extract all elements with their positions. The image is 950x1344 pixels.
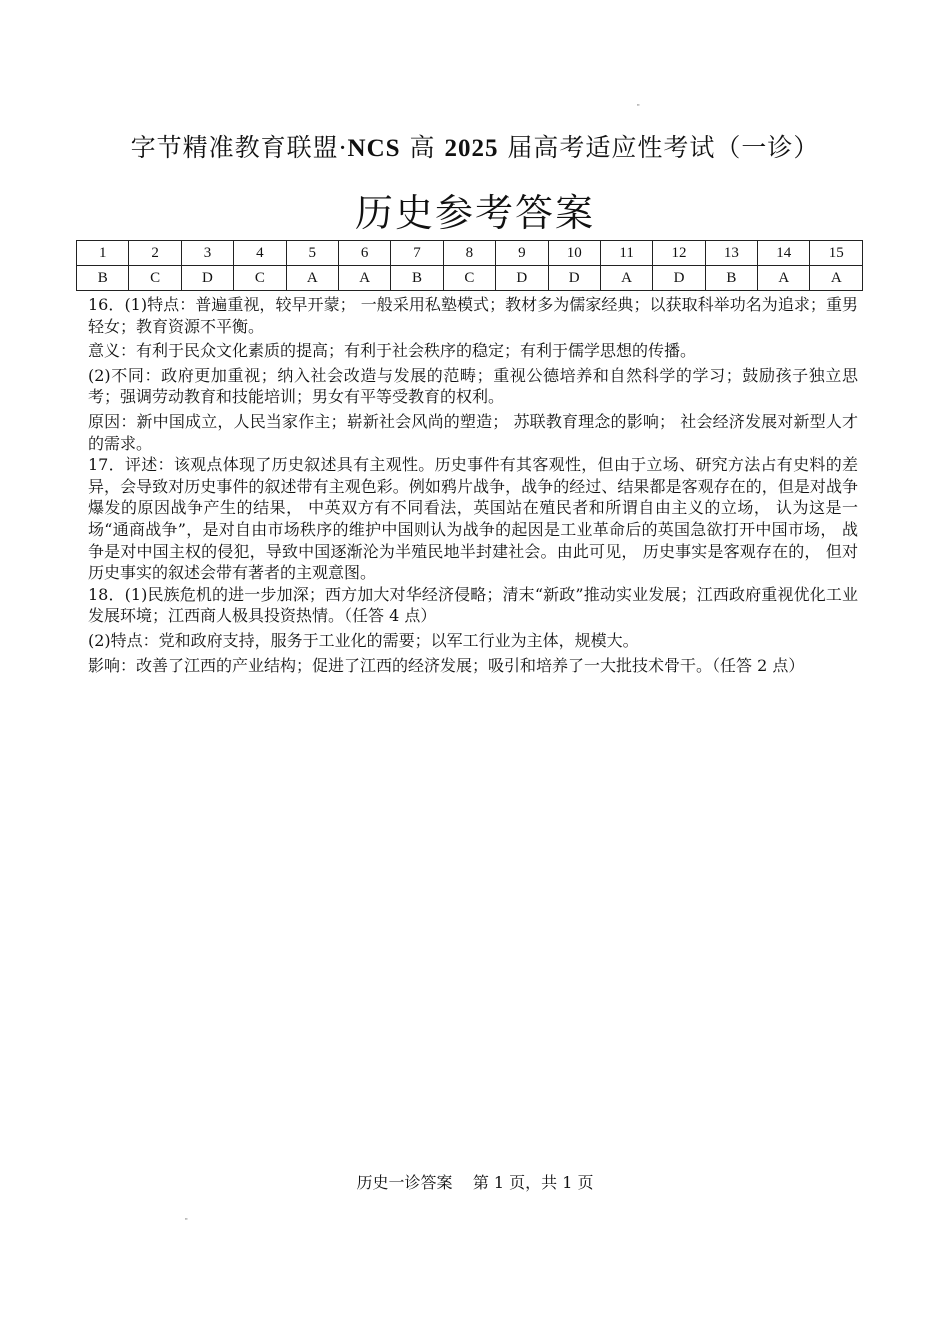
answer-cell: A	[810, 266, 863, 291]
answer-cell: D	[496, 266, 548, 291]
question-number: 12	[653, 241, 705, 266]
question-number: 8	[443, 241, 495, 266]
question-number: 13	[705, 241, 757, 266]
question-number: 9	[496, 241, 548, 266]
question-number: 11	[600, 241, 652, 266]
answer-cell: A	[600, 266, 652, 291]
page-title: 历史参考答案	[354, 191, 595, 235]
question-number-row	[77, 241, 863, 266]
answer-cell: B	[705, 266, 757, 291]
question-number: 5	[286, 241, 338, 266]
answer-cell: A	[758, 266, 810, 291]
answer-cell: A	[338, 266, 390, 291]
q17-commentary: 17．评述：该观点体现了历史叙述具有主观性。历史事件有其客观性，但由于立场、研究方法占有史料的差异，会导致对历史事件的叙述带有主观色彩。例如鸦片战争，战争的经过、结果都是客观存在的，但是对战争爆发的原因战争产生的结果， 中英双方有不同看法，英国站在殖民者和所谓自由主义的立场， 认为这是一场“通商战争”，是对自由市场秩序的维护中国则认为战争的起因是工业革命后的英国急欲打开中国市场， 战争是对中国主权的侵犯，导致中国逐渐沦为半殖民地半封建社会。由此可见， 历史事实是客观存在的， 但对历史事实的叙述会带有著者的主观意图。	[88, 455, 858, 583]
header-title-ncs: NCS	[347, 135, 401, 162]
answer-body	[88, 294, 858, 676]
bottom-mark: "	[185, 1218, 188, 1225]
question-number: 1	[77, 241, 129, 266]
answer-cell: D	[548, 266, 600, 291]
q18-causes: 18．(1)民族危机的进一步加深；西方加大对华经济侵略；清末“新政”推动实业发展；江西政府重视优化工业发展环境；江西商人极具投资热情。（任答 4 点）	[88, 584, 858, 626]
question-number: 3	[181, 241, 233, 266]
question-number: 2	[129, 241, 181, 266]
top-mark: "	[637, 104, 640, 111]
question-number: 15	[810, 241, 863, 266]
answer-cell: C	[129, 266, 181, 291]
answer-cell: C	[234, 266, 286, 291]
answer-cell: C	[443, 266, 495, 291]
header-title-exam: 届高考适应性考试（一诊）	[498, 133, 820, 162]
q16-characteristics: 16．(1)特点：普遍重视，较早开蒙； 一般采用私塾模式；教材多为儒家经典；以获取科举功名为追求；重男轻女；教育资源不平衡。	[88, 295, 858, 336]
question-number: 14	[758, 241, 810, 266]
answer-cell: A	[286, 266, 338, 291]
page-footer: 历史一诊答案 第 1 页，共 1 页	[356, 1173, 594, 1192]
question-number: 6	[338, 241, 390, 266]
answer-cell: D	[181, 266, 233, 291]
q16-significance: 意义：有利于民众文化素质的提高；有利于社会秩序的稳定；有利于儒学思想的传播。	[88, 341, 697, 361]
exam-header-title	[0, 128, 950, 164]
answer-key-table	[76, 240, 863, 291]
question-number: 7	[391, 241, 443, 266]
header-title-year: 2025	[444, 135, 499, 162]
answer-cell: B	[77, 266, 129, 291]
q18-characteristics: (2)特点：党和政府支持，服务于工业化的需要；以军工行业为主体，规模大。	[88, 630, 639, 650]
header-title-org: 字节精准教育联盟·	[130, 133, 348, 162]
question-number: 4	[234, 241, 286, 266]
q18-impact: 影响：改善了江西的产业结构；促进了江西的经济发展；吸引和培养了一大批技术骨干。（任答 2 点）	[88, 655, 805, 675]
q16-differences: (2)不同：政府更加重视；纳入社会改造与发展的范畴；重视公德培养和自然科学的学习；鼓励孩子独立思考；强调劳动教育和技能培训；男女有平等受教育的权利。	[88, 365, 858, 407]
q16-reasons: 原因：新中国成立，人民当家作主；崭新社会风尚的塑造； 苏联教育理念的影响； 社会经济发展对新型人才的需求。	[88, 411, 858, 453]
answer-cell: B	[391, 266, 443, 291]
answer-row	[77, 266, 863, 291]
header-title-gao: 高	[400, 133, 445, 162]
answer-cell: D	[653, 266, 705, 291]
question-number: 10	[548, 241, 600, 266]
